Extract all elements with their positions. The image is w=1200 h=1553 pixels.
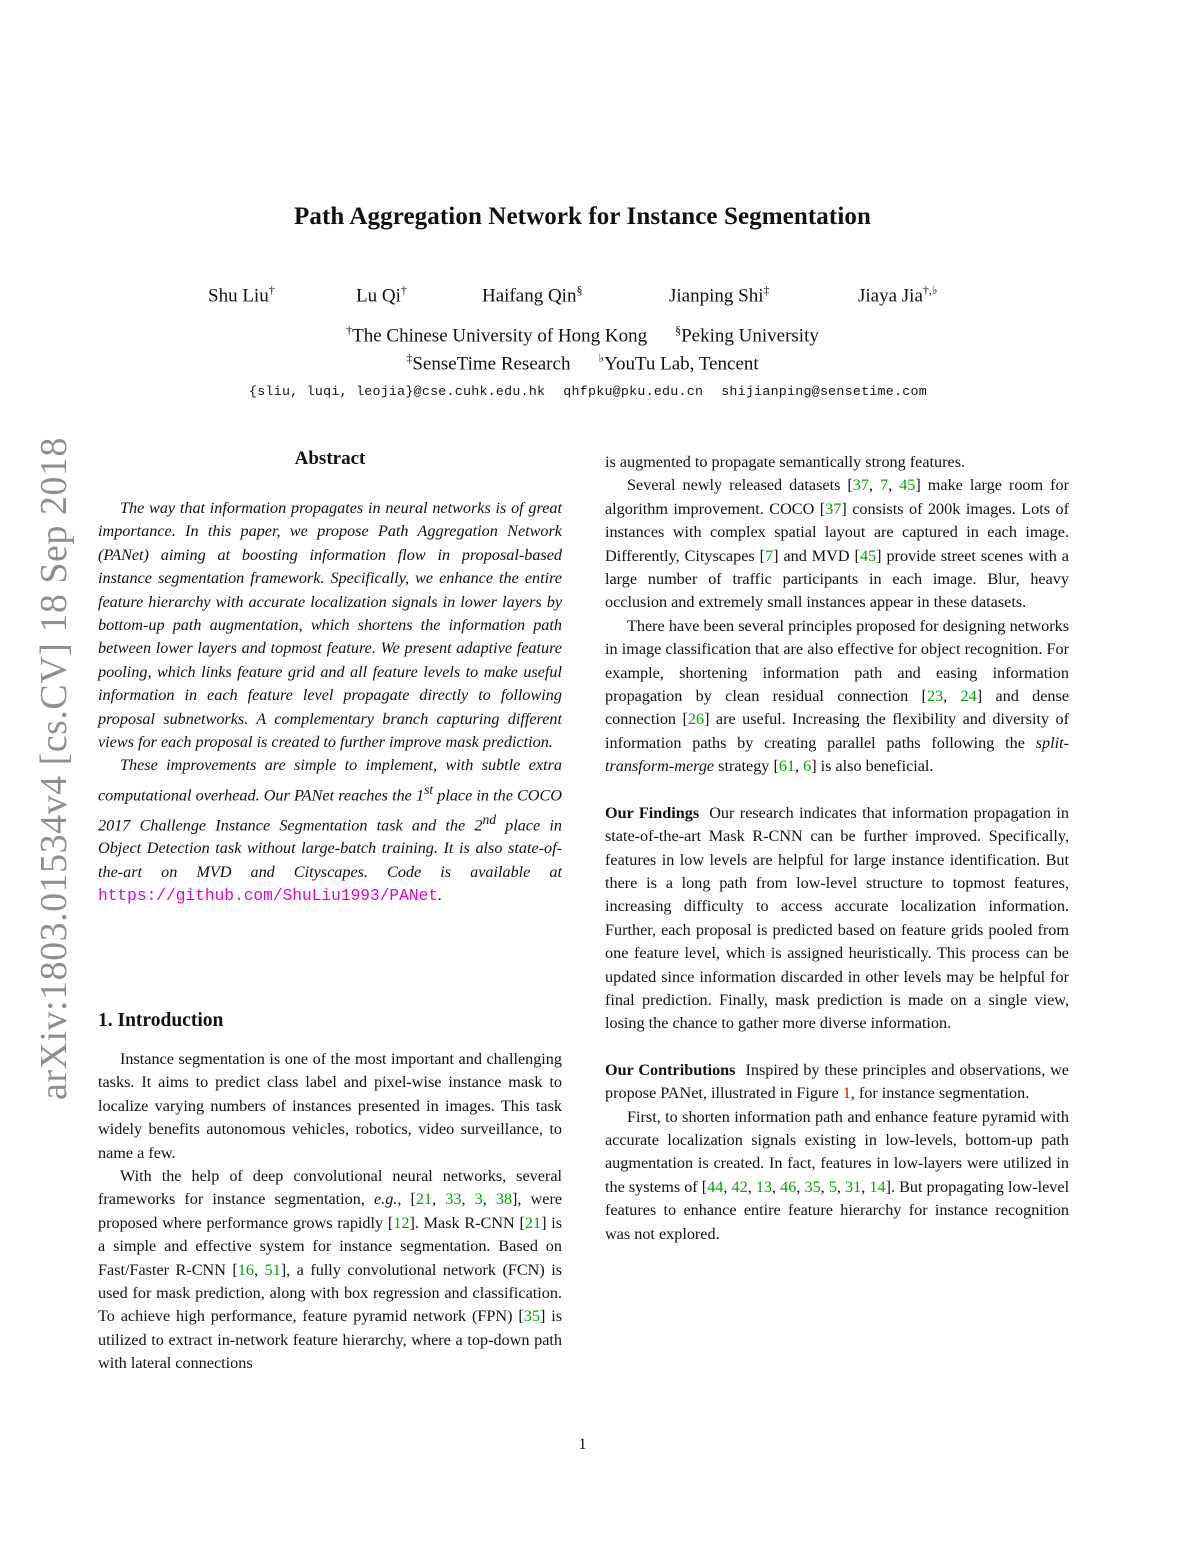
affiliation: The Chinese University of Hong Kong: [352, 325, 648, 347]
affiliation: SenseTime Research: [412, 353, 571, 375]
author: Haifang Qin§: [482, 283, 583, 307]
citation-link[interactable]: 24: [960, 687, 977, 706]
author: Jianping Shi‡: [669, 283, 770, 307]
citation-link[interactable]: 16: [237, 1260, 254, 1279]
body-paragraph: Instance segmentation is one of the most important and challenging tasks. It aims to predict class label and pixel-wise instance mask to localize varying numbers of instances presented in images. This task widely benefits autonomous vehicles, robotics, video surveillance, to name a few.: [98, 1050, 562, 1162]
citation-link[interactable]: 21: [524, 1213, 542, 1232]
body-paragraph: Several newly released datasets [37, 7, 45] make large room for algorithm improvement. COCO [37] consists of 200k images. Lots of instances with complex spatial layout are captured in each image. Differently, Cityscapes [7] and MVD [45] provide street scenes with a large number of traffic participants in each image. Blur, heavy occlusion and extremely small instances appear in these datasets.: [605, 476, 1069, 612]
body-paragraph: is augmented to propagate semantically strong features.: [605, 453, 966, 471]
citation-link[interactable]: 51: [264, 1260, 281, 1279]
abstract-body: [98, 497, 562, 909]
citation-link[interactable]: 26: [687, 710, 705, 729]
citation-link[interactable]: 44: [707, 1177, 724, 1196]
affiliation-line-1: †The Chinese University of Hong Kong §Peking University: [346, 323, 819, 347]
figure-link[interactable]: 1: [842, 1084, 851, 1103]
citation-link[interactable]: 31: [845, 1177, 862, 1196]
code-link[interactable]: https://github.com/ShuLiu1993/PANet: [98, 887, 438, 906]
findings-paragraph: Our Findings Our research indicates that information propagation in state-of-the-art Mask R-CNN can be further improved. Specifically, features in low levels are helpful for large instance identification. But there is a long path from low-level structure to topmost features, increasing difficulty to access accurate localization information. Further, each proposal is predicted based on feature grids pooled from one feature level, which is assigned heuristically. This process can be updated since information discarded in other levels may be helpful for final prediction. Finally, mask prediction is made on a single view, losing the chance to gather more diverse information.: [605, 803, 1069, 1033]
affiliation: Peking University: [681, 325, 819, 347]
citation-link[interactable]: 42: [731, 1177, 748, 1196]
citation-link[interactable]: 35: [804, 1177, 821, 1196]
citation-link[interactable]: 7: [880, 476, 889, 495]
citation-link[interactable]: 37: [852, 476, 869, 495]
body-paragraph: With the help of deep convolutional neural networks, several frameworks for instance segmentation, e.g., [21, 33, 3, 38], were proposed where performance grows rapidly [12]. Mask R-CNN [21] is a simple and effective system for instance segmentation. Based on Fast/Faster R-CNN [16, 51], a fully convolutional network (FCN) is used for mask prediction, along with box regression and classification. To achieve high performance, feature pyramid network (FPN) [35] is utilized to extract in-network feature hierarchy, where a top-down path with lateral connections: [98, 1167, 563, 1373]
email: qhfpku@pku.edu.cn: [563, 384, 704, 399]
author: Jiaya Jia†,♭: [858, 283, 938, 307]
citation-link[interactable]: 6: [803, 757, 812, 776]
paragraph-heading: Our Contributions: [605, 1060, 736, 1079]
citation-link[interactable]: 45: [859, 546, 877, 565]
abstract-heading: Abstract: [294, 448, 366, 469]
abstract-paragraph: The way that information propagates in neural networks is of great importance. In this paper, we propose Path Aggregation Network (PANet) aiming at boosting information flow in proposal-based instance segmentation framework. Specifically, we enhance the entire feature hierarchy with accurate localization signals in lower layers by bottom-up path augmentation, which shortens the information path between lower layers and topmost feature. We present adaptive feature pooling, which links feature grid and all feature levels to make useful information in each feature level propagate directly to following proposal subnetworks. A complementary branch capturing different views for each proposal is created to further improve mask prediction.: [98, 499, 562, 752]
abstract-paragraph: These improvements are simple to implement, with subtle extra computational overhead. Our PANet reaches the 1st place in the COCO 2017 Challenge Instance Segmentation task and the 2nd place in Object Detection task without large-batch training. It is also state-of-the-art on MVD and Cityscapes. Code is available at https://github.com/ShuLiu1993/PANet.: [98, 756, 562, 906]
citation-link[interactable]: 5: [828, 1177, 837, 1196]
paragraph-heading: Our Findings: [605, 803, 700, 822]
body-paragraph: There have been several principles proposed for designing networks in image classification that are also effective for object recognition. For example, shortening information path and easing information propagation by clean residual connection [23, 24] and dense connection [26] are useful. Increasing the flexibility and diversity of information paths by creating parallel paths following the split-transform-merge strategy [61, 6] is also beneficial.: [605, 616, 1069, 776]
author-list: [0, 283, 1200, 313]
citation-link[interactable]: 7: [765, 546, 774, 565]
citation-link[interactable]: 35: [523, 1307, 540, 1326]
citation-link[interactable]: 37: [825, 499, 842, 518]
citation-link[interactable]: 45: [899, 476, 916, 495]
author: Lu Qi†: [356, 283, 407, 307]
citation-link[interactable]: 46: [780, 1177, 797, 1196]
email-line: [0, 384, 1176, 399]
author: Shu Liu†: [208, 283, 275, 307]
right-column: [605, 451, 1069, 1246]
email: shijianping@sensetime.com: [721, 384, 927, 399]
affiliation: YouTu Lab, Tencent: [604, 353, 759, 375]
affiliation-line-2: ‡SenseTime Research ♭YouTu Lab, Tencent: [406, 351, 759, 375]
citation-link[interactable]: 14: [869, 1177, 886, 1196]
citation-link[interactable]: 12: [393, 1213, 410, 1232]
body-paragraph: First, to shorten information path and enhance feature pyramid with accurate localization signals existing in low-levels, bottom-up path augmentation is created. In fact, features in low-layers were utilized in the systems of [44, 42, 13, 46, 35, 5, 31, 14]. But propagating low-level features to enhance entire feature hierarchy for instance recognition was not explored.: [605, 1107, 1070, 1243]
arxiv-stamp: arXiv:1803.01534v4 [cs.CV] 18 Sep 2018: [33, 437, 75, 1100]
citation-link[interactable]: 38: [495, 1190, 513, 1209]
citation-link[interactable]: 3: [474, 1190, 483, 1209]
citation-link[interactable]: 23: [926, 687, 944, 706]
email: {sliu, luqi, leojia}@cse.cuhk.edu.hk: [249, 384, 546, 399]
section-heading: 1. Introduction: [98, 1010, 224, 1031]
citation-link[interactable]: 33: [445, 1190, 462, 1209]
citation-link[interactable]: 21: [415, 1190, 433, 1209]
contributions-paragraph: Our Contributions Inspired by these principles and observations, we propose PANet, illustrated in Figure 1, for instance segmentation.: [605, 1060, 1069, 1103]
citation-link[interactable]: 61: [778, 757, 796, 776]
citation-link[interactable]: 13: [755, 1177, 773, 1196]
page-number: 1: [578, 1436, 587, 1453]
intro-body: [98, 1048, 562, 1376]
paper-title: Path Aggregation Network for Instance Segmentation: [294, 203, 871, 230]
